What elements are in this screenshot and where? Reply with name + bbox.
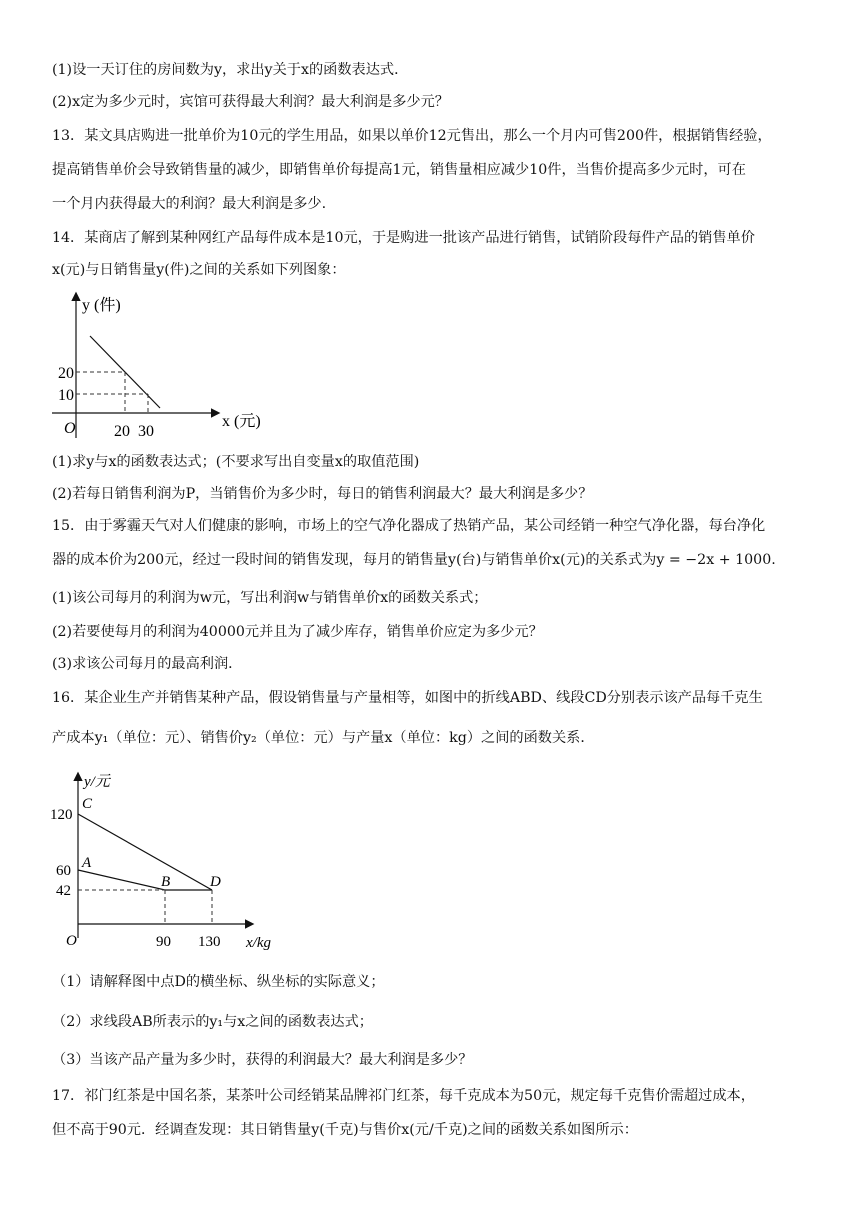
text-line: （1）请解释图中点D的横坐标、纵坐标的实际意义； bbox=[52, 974, 385, 990]
figure-14-svg bbox=[50, 288, 280, 448]
text-line: (2)x定为多少元时，宾馆可获得最大利润？最大利润是多少元？ bbox=[52, 94, 449, 110]
point-a-label: A bbox=[82, 855, 92, 871]
point-d-label: D bbox=[210, 874, 221, 890]
y-tick-42: 42 bbox=[56, 883, 71, 899]
text-line: 提高销售单价会导致销售量的减少，即销售单价每提高1元，销售量相应减少10件，当售价提高多少元时，可在 bbox=[52, 162, 746, 178]
text-line: 一个月内获得最大的利润？最大利润是多少. bbox=[52, 196, 327, 212]
text-line: 产成本y₁（单位：元）、销售价y₂（单位：元）与产量x（单位：kg）之间的函数关系． bbox=[52, 730, 595, 746]
text-line: (1)求y与x的函数表达式；(不要求写出自变量x的取值范围) bbox=[52, 454, 420, 470]
x-tick-20: 20 bbox=[114, 423, 130, 440]
text-line: 但不高于90元．经调查发现：其日销售量y(千克)与售价x(元/千克)之间的函数关系如图所示： bbox=[52, 1122, 638, 1138]
y-tick-120: 120 bbox=[50, 807, 73, 823]
text-line: (2)若每日销售利润为P，当销售价为多少时，每日的销售利润最大？最大利润是多少？ bbox=[52, 486, 593, 502]
text-line: 15．由于雾霾天气对人们健康的影响，市场上的空气净化器成了热销产品，某公司经销一种空气净化器，每台净化 bbox=[52, 518, 766, 534]
y-tick-10: 10 bbox=[58, 387, 74, 404]
y-axis-label: y/元 bbox=[84, 774, 110, 790]
text-line: (2)若要使每月的利润为40000元并且为了减少库存，销售单价应定为多少元？ bbox=[52, 624, 543, 640]
point-c-label: C bbox=[82, 796, 93, 812]
figure-16-svg bbox=[50, 768, 300, 958]
origin-label: O bbox=[64, 420, 76, 437]
text-line: （2）求线段AB所表示的y₁与x之间的函数表达式； bbox=[52, 1014, 373, 1030]
text-line: (3)求该公司每月的最高利润． bbox=[52, 656, 243, 672]
text-line: 17．祁门红茶是中国名茶，某茶叶公司经销某品牌祁门红茶，每千克成本为50元，规定每千克售价需超过成本， bbox=[52, 1088, 755, 1104]
text-line: x(元)与日销售量y(件)之间的关系如下列图象： bbox=[52, 262, 346, 278]
x-tick-130: 130 bbox=[198, 934, 221, 950]
segment-cd bbox=[78, 814, 212, 890]
y-tick-20: 20 bbox=[58, 365, 74, 382]
origin-label: O bbox=[66, 933, 77, 949]
x-axis-label: x/kg bbox=[246, 935, 271, 951]
x-tick-30: 30 bbox=[138, 423, 154, 440]
text-line: 16．某企业生产并销售某种产品，假设销售量与产量相等，如图中的折线ABD、线段CD分别表示该产品每千克生 bbox=[52, 690, 763, 706]
text-line: 14．某商店了解到某种网红产品每件成本是10元，于是购进一批该产品进行销售，试销阶段每件产品的销售单价 bbox=[52, 230, 755, 246]
figure-14-graph bbox=[50, 288, 280, 452]
figure-16-graph bbox=[50, 768, 300, 962]
text-line: (1)该公司每月的利润为w元，写出利润w与销售单价x的函数关系式； bbox=[52, 590, 488, 606]
x-tick-90: 90 bbox=[156, 934, 171, 950]
text-line: 13．某文具店购进一批单价为10元的学生用品，如果以单价12元售出，那么一个月内可售200件，根据销售经验， bbox=[52, 128, 772, 144]
text-line: 器的成本价为200元，经过一段时间的销售发现，每月的销售量y(台)与销售单价x(元)的关系式为y = −2x + 1000. bbox=[52, 552, 776, 568]
text-line: (1)设一天订住的房间数为y，求出y关于x的函数表达式． bbox=[52, 62, 409, 78]
y-tick-60: 60 bbox=[56, 863, 71, 879]
x-axis-label: x (元) bbox=[222, 413, 261, 430]
segment-ab bbox=[78, 870, 165, 890]
text-line: （3）当该产品产量为多少时，获得的利润最大？最大利润是多少？ bbox=[52, 1052, 473, 1068]
point-b-label: B bbox=[161, 874, 171, 890]
y-axis-label: y (件) bbox=[82, 297, 121, 314]
